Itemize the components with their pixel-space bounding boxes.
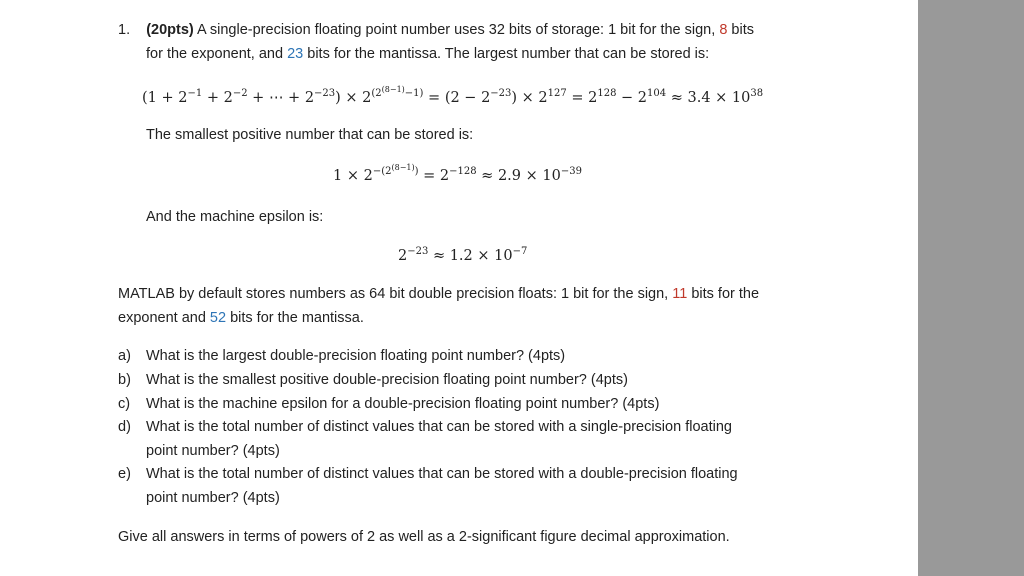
equation-epsilon-single: $2^{-23} \approx 1.2 \times 10^{-7}$: [398, 246, 528, 264]
problem-intro-d: bits for the mantissa. The largest number that can be stored is:: [307, 46, 710, 62]
problem-number: 1.: [118, 22, 131, 38]
gray-side-panel: [918, 0, 1024, 576]
problem-intro: A single-precision floating point number uses 32 bits of storage: 1 bit for the sign,: [197, 22, 716, 38]
matlab-line-1: [118, 285, 759, 303]
equation-smallest-single: $1 \times 2^{-(2^{(8-1)})} = 2^{-128} \approx 2.9 \times 10^{-39}$: [333, 163, 582, 184]
problem-points: (20pts): [146, 22, 194, 38]
question-d-text: What is the total number of distinct values that can be stored with a single-precision floating: [146, 419, 732, 435]
exponent-bits-double: 11: [672, 286, 688, 302]
question-b-label: b): [118, 372, 131, 388]
matlab-text-c: exponent and: [118, 310, 206, 326]
question-c-label: c): [118, 396, 131, 412]
problem-intro-tail: bits: [731, 22, 754, 38]
question-e-text-cont: point number? (4pts): [146, 490, 280, 506]
matlab-text-b: bits for the: [691, 286, 760, 302]
mantissa-bits-single: 23: [287, 46, 304, 62]
question-a-label: a): [118, 348, 131, 364]
exponent-bits-single: 8: [719, 22, 728, 38]
question-c-text: What is the machine epsilon for a double-precision floating point number? (4pts): [146, 396, 660, 412]
final-note: Give all answers in terms of powers of 2 as well as a 2-significant figure decimal approximation.: [118, 529, 730, 545]
question-a-text: What is the largest double-precision floating point number? (4pts): [146, 348, 566, 364]
question-d-label: d): [118, 419, 131, 435]
mantissa-bits-double: 52: [209, 310, 227, 326]
epsilon-label: And the machine epsilon is:: [146, 209, 324, 225]
matlab-text-a: MATLAB by default stores numbers as 64 bit double precision floats: 1 bit for the sign,: [118, 286, 669, 302]
problem-line-2: [146, 45, 709, 63]
smallest-label: The smallest positive number that can be stored is:: [146, 127, 474, 143]
question-e-label: e): [118, 466, 131, 482]
problem-intro-c: for the exponent, and: [146, 46, 284, 62]
matlab-line-2: [118, 309, 364, 327]
question-e-text: What is the total number of distinct values that can be stored with a double-precision floating: [146, 466, 738, 482]
question-d-text-cont: point number? (4pts): [146, 443, 280, 459]
equation-largest-single: ($1 + 2^{-1} + 2^{-2}$ + ⋯ + $2^{-23}) \times 2^{(2^{(8-1)}-1)} = (2 - 2^{-23}) \times 2^{127} = 2^{128} - 2^{104} \approx 3.4 \times 10^{38}$: [142, 85, 764, 106]
problem-line-1: [118, 21, 754, 39]
matlab-text-d: bits for the mantissa.: [230, 310, 364, 326]
question-b-text: What is the smallest positive double-precision floating point number? (4pts): [146, 372, 628, 388]
